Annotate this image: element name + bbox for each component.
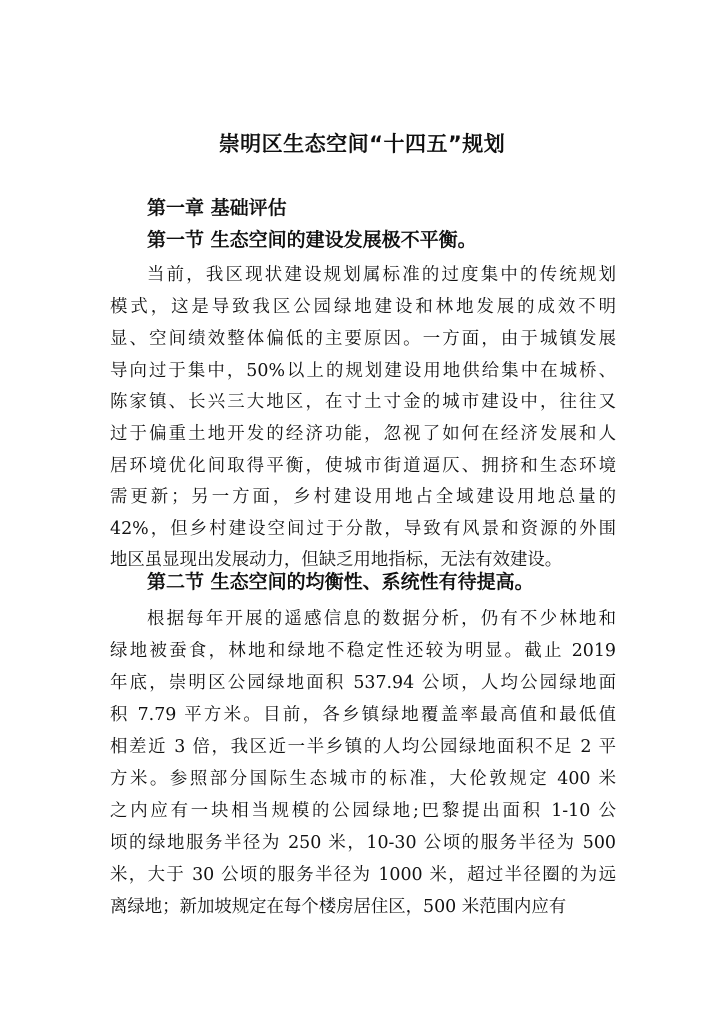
- paragraph-line: 地区虽显现出发展动力，但缺乏用地指标，无法有效建设。: [110, 550, 563, 570]
- paragraph-line: 之内应有一块相当规模的公园绿地;巴黎提出面积 1-10 公: [110, 801, 616, 821]
- paragraph-line: 当前，我区现状建设规划属标准的过度集中的传统规划: [147, 265, 616, 285]
- paragraph-line: 年底，崇明区公园绿地面积 537.94 公顷，人均公园绿地面: [110, 673, 616, 693]
- paragraph-line: 绿地被蚕食，林地和绿地不稳定性还较为明显。截止 2019: [110, 641, 616, 661]
- paragraph-line: 过于偏重土地开发的经济功能，忽视了如何在经济发展和人: [110, 424, 616, 444]
- section-heading-2: 第二节 生态空间的均衡性、系统性有待提高。: [147, 571, 534, 593]
- paragraph-line: 积 7.79 平方米。目前，各乡镇绿地覆盖率最高值和最低值: [110, 705, 616, 725]
- paragraph-line: 根据每年开展的遥感信息的数据分析，仍有不少林地和: [147, 609, 616, 629]
- paragraph-line: 显、空间绩效整体偏低的主要原因。一方面，由于城镇发展: [110, 329, 616, 349]
- paragraph-line: 米，大于 30 公顷的服务半径为 1000 米，超过半径圈的为远: [110, 865, 616, 885]
- paragraph-line: 模式，这是导致我区公园绿地建设和林地发展的成效不明: [110, 297, 616, 317]
- paragraph-line: 陈家镇、长兴三大地区，在寸土寸金的城市建设中，往往又: [110, 392, 616, 412]
- paragraph-line: 导向过于集中，50%以上的规划建设用地供给集中在城桥、: [110, 361, 616, 381]
- document-title: 崇明区生态空间“十四五”规划: [218, 132, 506, 156]
- paragraph-line: 离绿地；新加坡规定在每个楼房居住区，500 米范围内应有: [110, 897, 567, 917]
- paragraph-line: 居环境优化间取得平衡，使城市街道逼仄、拥挤和生态环境: [110, 456, 616, 476]
- paragraph-line: 相差近 3 倍，我区近一半乡镇的人均公园绿地面积不足 2 平: [110, 737, 616, 757]
- paragraph-line: 42%，但乡村建设空间过于分散，导致有风景和资源的外围: [110, 519, 616, 539]
- section-heading-1: 第一节 生态空间的建设发展极不平衡。: [147, 229, 477, 251]
- chapter-heading: 第一章 基础评估: [147, 197, 287, 219]
- paragraph-line: 顷的绿地服务半径为 250 米，10-30 公顷的服务半径为 500: [110, 833, 616, 853]
- paragraph-line: 方米。参照部分国际生态城市的标准，大伦敦规定 400 米: [110, 769, 616, 789]
- paragraph-line: 需更新；另一方面，乡村建设用地占全域建设用地总量的: [110, 487, 616, 507]
